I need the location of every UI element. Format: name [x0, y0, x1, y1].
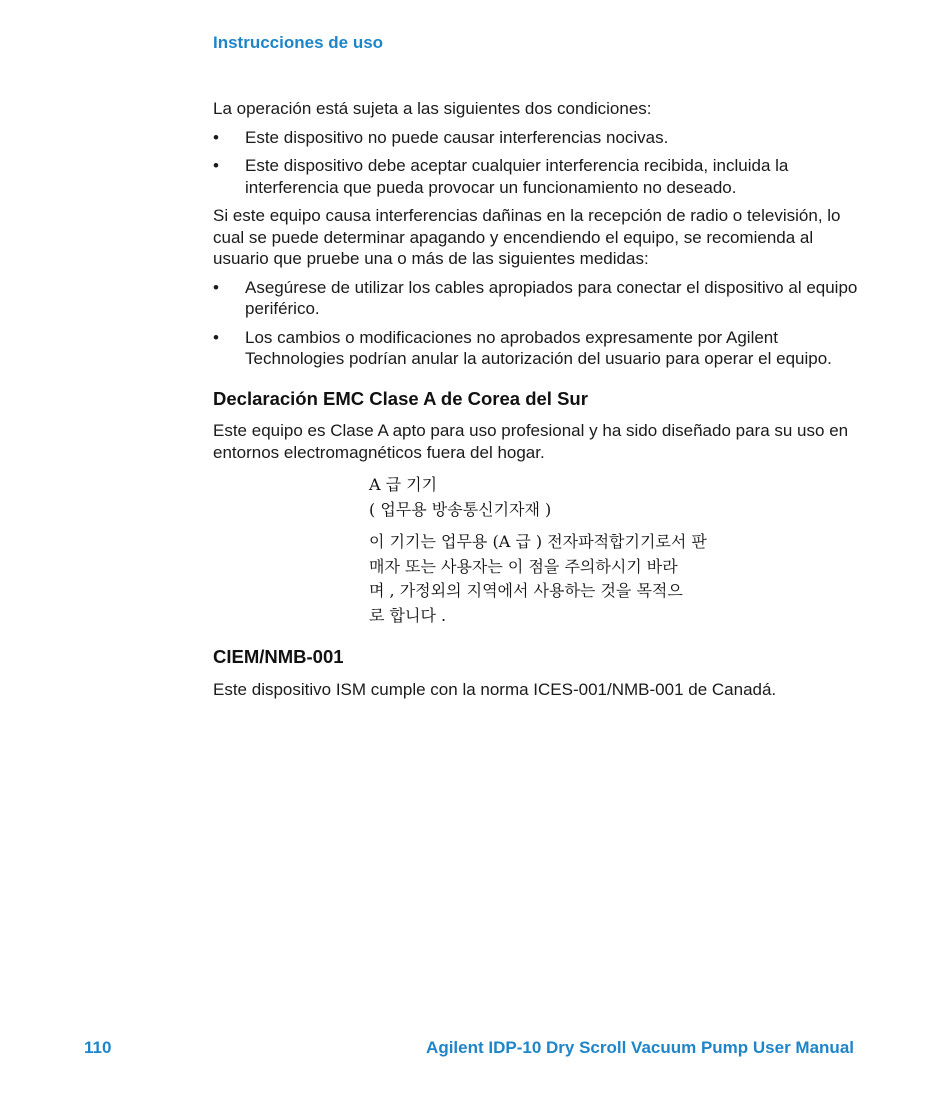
- page-content: [213, 98, 873, 707]
- manual-title: Agilent IDP-10 Dry Scroll Vacuum Pump User Manual: [426, 1038, 854, 1057]
- korea-emc-heading: Declaración EMC Clase A de Corea del Sur: [213, 387, 588, 409]
- list-item: [213, 127, 873, 149]
- list-item: [213, 327, 873, 370]
- list-item-text: Este dispositivo debe aceptar cualquier interferencia recibida, incluida la interferencia que pueda provocar un funcionamiento no deseado.: [245, 156, 789, 197]
- list-item-text: Los cambios o modificaciones no aprobados expresamente por Agilent Technologies podrían anular la autorización del usuario para operar el equipo.: [245, 327, 832, 368]
- korean-label-line: 이 기기는 업무용 (A 급 ) 전자파적합기기로서 판: [369, 532, 707, 551]
- page-number: 110: [84, 1038, 112, 1057]
- interference-paragraph: Si este equipo causa interferencias dañinas en la recepción de radio o televisión, lo cual se puede determinar apagando y encendiendo el equipo, se recomienda al usuario que pruebe una o más de las siguientes medidas:: [213, 206, 841, 268]
- list-item: [213, 277, 873, 320]
- korean-label-line: 며 , 가정외의 지역에서 사용하는 것을 목적으: [369, 581, 683, 600]
- korea-emc-paragraph: Este equipo es Clase A apto para uso profesional y ha sido diseñado para su uso en entornos electromagnéticos fuera del hogar.: [213, 421, 849, 462]
- korean-label-line: 로 합니다 .: [369, 605, 447, 625]
- ciem-paragraph: Este dispositivo ISM cumple con la norma ICES-001/NMB-001 de Canadá.: [213, 679, 777, 699]
- bullet-icon: •: [213, 277, 219, 297]
- list-item-text: Asegúrese de utilizar los cables apropiados para conectar el dispositivo al equipo periférico.: [245, 277, 858, 318]
- measures-list: [213, 277, 873, 370]
- conditions-list: [213, 127, 873, 199]
- korean-label-line: A 급 기기: [369, 475, 438, 494]
- ciem-heading: CIEM/NMB-001: [213, 646, 344, 667]
- running-header: Instrucciones de uso: [213, 33, 384, 52]
- intro-paragraph: La operación está sujeta a las siguientes dos condiciones:: [213, 99, 652, 118]
- bullet-icon: •: [213, 327, 219, 347]
- korean-emc-label: [369, 473, 729, 628]
- bullet-icon: •: [213, 156, 219, 175]
- list-item: [213, 155, 873, 198]
- bullet-icon: •: [213, 127, 219, 147]
- korean-label-line: ( 업무용 방송통신기자재 ): [369, 499, 552, 519]
- korean-label-line: 매자 또는 사용자는 이 점을 주의하시기 바라: [369, 556, 678, 576]
- list-item-text: Este dispositivo no puede causar interferencias nocivas.: [245, 127, 669, 147]
